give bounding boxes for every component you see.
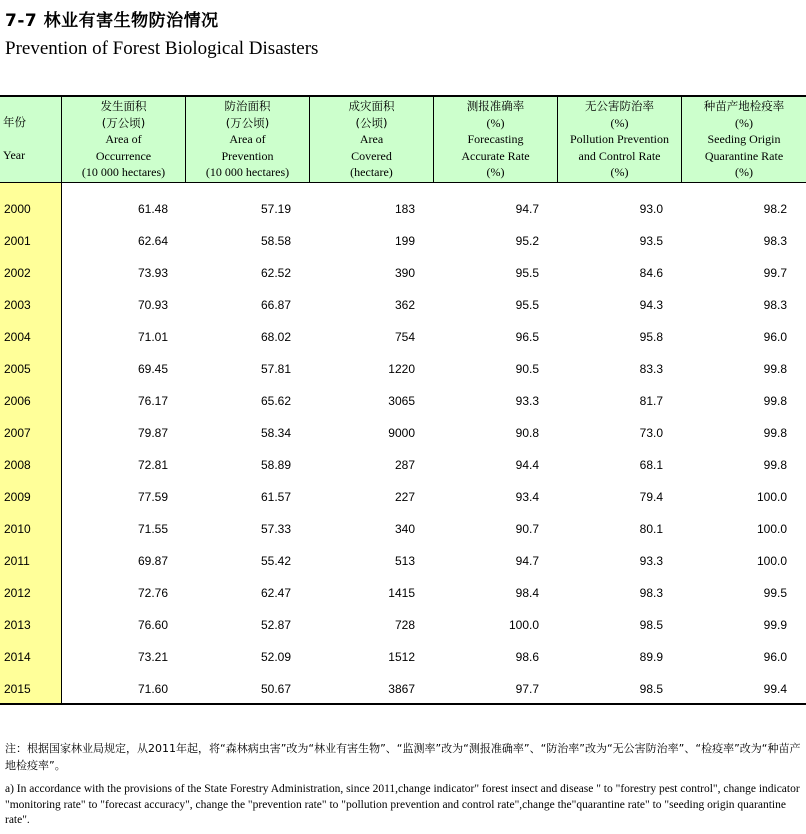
value-cell: 93.3: [515, 394, 539, 408]
value-cell: 97.7: [515, 682, 539, 696]
year-cell: 2007: [4, 426, 31, 440]
value-cell: 1415: [388, 586, 415, 600]
table-row: [0, 444, 806, 476]
value-cell: 89.9: [639, 650, 663, 664]
value-cell: 93.0: [639, 202, 663, 216]
value-cell: 95.2: [515, 234, 539, 248]
value-cell: 93.5: [639, 234, 663, 248]
year-cell: 2002: [4, 266, 31, 280]
header-line: (hectare): [350, 165, 393, 179]
header-bottom-rule: [0, 182, 806, 183]
value-cell: 287: [394, 458, 415, 472]
year-cell: 2000: [4, 202, 31, 216]
value-cell: 99.8: [763, 394, 787, 408]
value-cell: 340: [394, 522, 415, 536]
value-cell: 98.2: [763, 202, 787, 216]
header-line: 成灾面积: [348, 99, 395, 113]
value-cell: 81.7: [639, 394, 663, 408]
value-cell: 94.7: [515, 554, 539, 568]
value-cell: 71.01: [137, 330, 168, 344]
value-cell: 61.48: [137, 202, 168, 216]
year-cell: 2011: [4, 554, 30, 568]
value-cell: 9000: [388, 426, 415, 440]
value-cell: 390: [394, 266, 415, 280]
value-cell: 94.4: [515, 458, 539, 472]
column-header-forecast-rate: [434, 98, 557, 182]
value-cell: 3867: [388, 682, 415, 696]
value-cell: 62.52: [260, 266, 291, 280]
value-cell: 90.7: [515, 522, 539, 536]
header-line: (公顷): [355, 115, 388, 130]
header-line: (万公顷): [225, 115, 270, 130]
value-cell: 62.64: [137, 234, 168, 248]
column-header-pollution-control-rate: [558, 98, 681, 182]
table-row: [0, 668, 806, 700]
table-bottom-rule: [0, 703, 806, 705]
value-cell: 52.09: [260, 650, 291, 664]
value-cell: 98.5: [639, 682, 663, 696]
value-cell: 62.47: [260, 586, 291, 600]
table-row: [0, 316, 806, 348]
header-line: and Control Rate: [578, 148, 661, 163]
value-cell: 65.62: [260, 394, 291, 408]
value-cell: 68.1: [639, 458, 663, 472]
value-cell: 362: [394, 298, 415, 312]
header-line: Accurate Rate: [461, 148, 530, 163]
table-row: [0, 220, 806, 252]
table-row: [0, 380, 806, 412]
year-header-en: Year: [3, 148, 26, 162]
header-line: Covered: [351, 148, 392, 163]
table-row: [0, 412, 806, 444]
header-line: (10 000 hectares): [81, 165, 166, 179]
value-cell: 68.02: [260, 330, 291, 344]
value-cell: 79.4: [639, 490, 663, 504]
value-cell: 183: [394, 202, 415, 216]
value-cell: 57.19: [260, 202, 291, 216]
value-cell: 69.45: [137, 362, 168, 376]
header-line: 种苗产地检疫率: [703, 99, 785, 113]
year-cell: 2005: [4, 362, 31, 376]
header-line: Seeding Origin: [707, 132, 781, 146]
year-cell: 2014: [4, 650, 31, 664]
value-cell: 80.1: [639, 522, 663, 536]
value-cell: 100.0: [756, 522, 787, 536]
value-cell: 99.8: [763, 362, 787, 376]
value-cell: 73.21: [137, 650, 168, 664]
column-header-prevention: [186, 98, 309, 182]
value-cell: 227: [394, 490, 415, 504]
year-cell: 2008: [4, 458, 31, 472]
value-cell: 70.93: [137, 298, 168, 312]
value-cell: 96.0: [763, 330, 787, 344]
value-cell: 58.34: [260, 426, 291, 440]
header-line: (万公顷): [101, 115, 146, 130]
year-header-cn: 年份: [3, 115, 26, 129]
header-line: 测报准确率: [466, 99, 525, 113]
value-cell: 79.87: [137, 426, 168, 440]
value-cell: 66.87: [260, 298, 291, 312]
value-cell: 99.5: [763, 586, 787, 600]
value-cell: 100.0: [508, 618, 539, 632]
table-row: [0, 476, 806, 508]
table-row: [0, 572, 806, 604]
value-cell: 76.17: [137, 394, 168, 408]
value-cell: 90.8: [515, 426, 539, 440]
value-cell: 50.67: [260, 682, 291, 696]
value-cell: 58.58: [260, 234, 291, 248]
year-cell: 2015: [4, 682, 31, 696]
value-cell: 98.4: [515, 586, 539, 600]
table-row: [0, 252, 806, 284]
column-header-occurrence: [62, 98, 185, 182]
header-line: 发生面积: [100, 99, 147, 113]
value-cell: 95.5: [515, 298, 539, 312]
value-cell: 96.0: [763, 650, 787, 664]
value-cell: 1512: [388, 650, 415, 664]
year-cell: 2006: [4, 394, 31, 408]
value-cell: 94.7: [515, 202, 539, 216]
value-cell: 55.42: [260, 554, 291, 568]
value-cell: 84.6: [639, 266, 663, 280]
header-line: (10 000 hectares): [205, 165, 290, 179]
value-cell: 98.6: [515, 650, 539, 664]
value-cell: 98.3: [763, 234, 787, 248]
value-cell: 69.87: [137, 554, 168, 568]
value-cell: 57.33: [260, 522, 291, 536]
table-row: [0, 604, 806, 636]
value-cell: 83.3: [639, 362, 663, 376]
value-cell: 72.81: [137, 458, 168, 472]
header-line: (%): [610, 115, 629, 130]
year-cell: 2010: [4, 522, 31, 536]
table-row: [0, 284, 806, 316]
header-line: Quarantine Rate: [704, 148, 784, 163]
table-row: [0, 508, 806, 540]
header-line: (%): [735, 165, 753, 179]
header-line: (%): [486, 165, 505, 179]
header-line: Prevention: [221, 148, 274, 163]
year-cell: 2003: [4, 298, 31, 312]
value-cell: 93.4: [515, 490, 539, 504]
value-cell: 73.0: [639, 426, 663, 440]
header-line: Area of: [229, 132, 266, 146]
value-cell: 199: [394, 234, 415, 248]
value-cell: 71.55: [137, 522, 168, 536]
value-cell: 90.5: [515, 362, 539, 376]
table-row: [0, 540, 806, 572]
header-line: Occurrence: [95, 148, 152, 163]
value-cell: 73.93: [137, 266, 168, 280]
value-cell: 61.57: [260, 490, 291, 504]
value-cell: 57.81: [260, 362, 291, 376]
value-cell: 94.3: [639, 298, 663, 312]
value-cell: 100.0: [756, 490, 787, 504]
header-line: (%): [735, 115, 753, 130]
table-row: [0, 188, 806, 220]
value-cell: 1220: [388, 362, 415, 376]
header-line: (%): [610, 165, 629, 179]
value-cell: 99.4: [763, 682, 787, 696]
header-line: Forecasting: [467, 132, 524, 146]
header-line: Area of: [105, 132, 142, 146]
value-cell: 100.0: [756, 554, 787, 568]
value-cell: 76.60: [137, 618, 168, 632]
value-cell: 95.5: [515, 266, 539, 280]
table-row: [0, 636, 806, 668]
header-line: 防治面积: [224, 99, 271, 113]
value-cell: 99.8: [763, 458, 787, 472]
value-cell: 99.7: [763, 266, 787, 280]
value-cell: 95.8: [639, 330, 663, 344]
value-cell: 98.5: [639, 618, 663, 632]
value-cell: 52.87: [260, 618, 291, 632]
header-line: Pollution Prevention: [570, 132, 669, 146]
year-cell: 2012: [4, 586, 31, 600]
header-line: 无公害防治率: [585, 99, 654, 113]
value-cell: 96.5: [515, 330, 539, 344]
page-title-cn: 7-7 林业有害生物防治情况: [5, 11, 219, 31]
year-cell: 2009: [4, 490, 31, 504]
value-cell: 72.76: [137, 586, 168, 600]
footnote-cn: 注：根据国家林业局规定，从2011年起，将“森林病虫害”改为“林业有害生物”、“监测率”改为“测报准确率”、“防治率”改为“无公害防治率”、“检疫率”改为“种苗产地检疫率”。: [5, 742, 801, 772]
header-line: (%): [486, 115, 505, 130]
year-cell: 2001: [4, 234, 31, 248]
value-cell: 3065: [388, 394, 415, 408]
value-cell: 99.9: [763, 618, 787, 632]
value-cell: 98.3: [763, 298, 787, 312]
value-cell: 77.59: [137, 490, 168, 504]
header-line: Area: [359, 132, 384, 146]
year-cell: 2013: [4, 618, 31, 632]
column-header-area-covered: [310, 98, 433, 182]
value-cell: 754: [394, 330, 415, 344]
value-cell: 98.3: [639, 586, 663, 600]
table-row: [0, 348, 806, 380]
page-title-en: Prevention of Forest Biological Disasters: [5, 38, 319, 59]
value-cell: 58.89: [260, 458, 291, 472]
column-header-quarantine-rate: [682, 98, 806, 182]
value-cell: 728: [394, 618, 415, 632]
value-cell: 513: [394, 554, 415, 568]
year-cell: 2004: [4, 330, 31, 344]
value-cell: 93.3: [639, 554, 663, 568]
value-cell: 99.8: [763, 426, 787, 440]
value-cell: 71.60: [137, 682, 168, 696]
footnote-en: a) In accordance with the provisions of the State Forestry Administration, since 2011,change indicator" forest insect and disease " to "forestry pest control", change indicator "monitoring rate" to "forecast accuracy", change the "prevention rate" to "pollution prevention and control rate",change the"quarantine rate" to "seeding origin quarantine rate".: [5, 783, 800, 826]
